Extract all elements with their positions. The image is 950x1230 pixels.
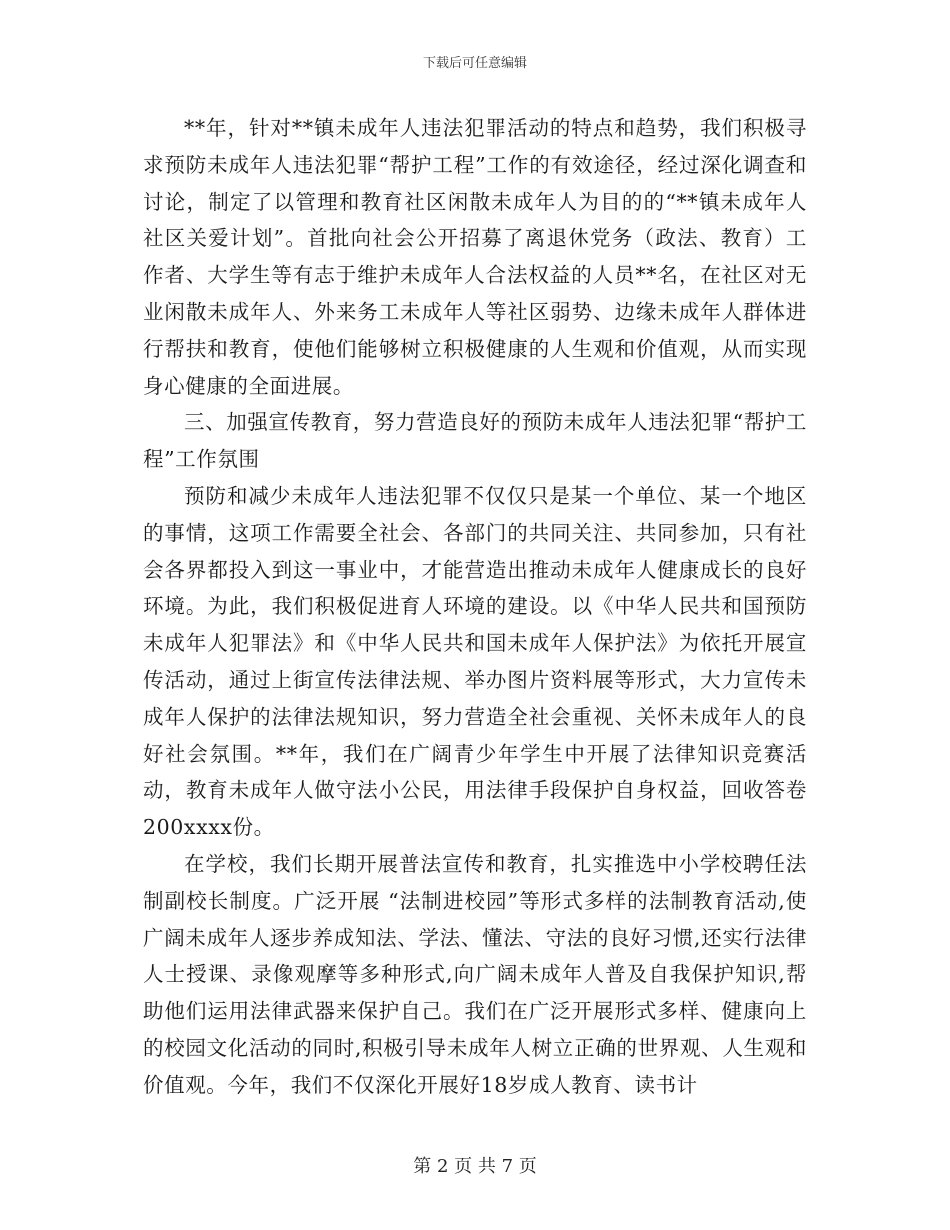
paragraph: 在学校，我们长期开展普法宣传和教育，扎实推选中小学校聘任法制副校长制度。广泛开展 “法制进校园”等形式多样的法制教育活动,使广阔未成年人逐步养成知法、学法、懂法、守法的良好习惯,还实行法律人士授课、录像观摩等多种形式,向广阔未成年人普及自我保护知识,帮助他们运用法律武器来保护自己。我们在广泛开展形式多样、健康向上的校园文化活动的同时,积极引导未成年人树立正确的世界观、人生观和价值观。今年，我们不仅深化开展好18岁成人教育、读书计	[143, 851, 807, 1097]
page-header: 下载后可任意编辑	[422, 56, 527, 71]
page-footer: 第 2 页 共 7 页	[413, 1156, 537, 1177]
section-heading: 三、加强宣传教育，努力营造良好的预防未成年人违法犯罪“帮护工程”工作氛围	[143, 410, 807, 472]
paragraph: 预防和减少未成年人违法犯罪不仅仅只是某一个单位、某一个地区的事情，这项工作需要全社会、各部门的共同关注、共同参加，只有社会各界都投入到这一事业中，才能营造出推动未成年人健康成长的良好环境。为此，我们积极促进育人环境的建设。以《中华人民共和国预防未成年人犯罪法》和《中华人民共和国未成年人保护法》为依托开展宣传活动，通过上街宣传法律法规、举办图片资料展等形式，大力宣传未成年人保护的法律法规知识，努力营造全社会重视、关怀未成年人的良好社会氛围。**年，我们在广阔青少年学生中开展了法律知识竞赛活动，教育未成年人做守法小公民，用法律手段保护自身权益，回收答卷200xxxx份。	[143, 483, 807, 840]
document-body	[143, 110, 807, 1104]
paragraph: **年，针对**镇未成年人违法犯罪活动的特点和趋势，我们积极寻求预防未成年人违法犯罪“帮护工程”工作的有效途径，经过深化调查和讨论，制定了以管理和教育社区闲散未成年人为目的的“**镇未成年人社区关爱计划”。首批向社会公开招募了离退休党务（政法、教育）工作者、大学生等有志于维护未成年人合法权益的人员**名，在社区对无业闲散未成年人、外来务工未成年人等社区弱势、边缘未成年人群体进行帮扶和教育，使他们能够树立积极健康的人生观和价值观，从而实现身心健康的全面进展。	[143, 116, 807, 398]
